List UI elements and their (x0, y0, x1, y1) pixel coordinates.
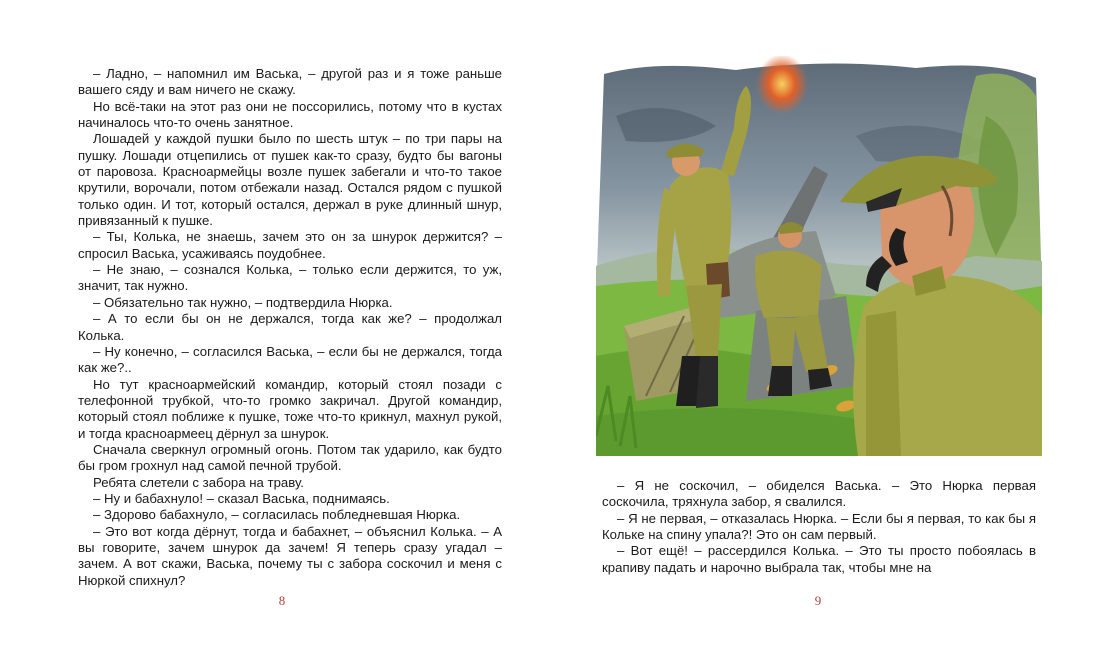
paragraph: – Не знаю, – сознался Колька, – только если держится, то уж, значит, так нужно. (78, 262, 502, 294)
paragraph: – Ну конечно, – согласился Васька, – если бы не держался, тогда как же?.. (78, 343, 502, 376)
page-number: 9 (814, 593, 822, 608)
artillery-scene-illustration (596, 56, 1042, 456)
paragraph: – Ты, Колька, не знаешь, зачем это он за шнурок держится? – спросил Васька, усаживаясь поудобнее. (78, 229, 502, 261)
paragraph: – Обязательно так нужно, – подтвердила Нюрка. (93, 294, 393, 310)
right-page-text (602, 478, 1036, 576)
paragraph: – Здорово бабахнуло, – согласилась побледневшая Нюрка. (93, 507, 461, 523)
illustration (596, 56, 1042, 456)
paragraph: Лошадей у каждой пушки было по шесть штук – по три пары на пушку. Лошади отцепились от пушек как-то сразу, будто бы вагоны от паровоза. Красноармейцы возле пушек забегали и что-то такое крутили, ворочали, потом отбежали назад. Остался рядом с пушкой только один. И тот, который остался, держал в руке длинный шнур, привязанный к пушке. (78, 131, 502, 229)
paragraph: – Ладно, – напомнил им Васька, – другой раз и я тоже раньше вашего сяду и вам ничего не скажу. (78, 66, 502, 98)
paragraph: Сначала сверкнул огромный огонь. Потом так ударило, как будто бы гром грохнул над самой печной трубой. (78, 441, 502, 474)
left-page-text (78, 66, 502, 589)
paragraph: – Я не соскочил, – обиделся Васька. – Это Нюрка первая соскочила, тряхнула забор, я свалился. (602, 478, 1036, 510)
paragraph: Но тут красноармейский командир, который стоял позади с телефонной трубкой, что-то громко закричал. Другой командир, который стоял поближе к пушке, тоже что-то крикнул, махнул рукой, и тогда красноармеец дёрнул за шнурок. (78, 376, 502, 441)
paragraph: Ребята слетели с забора на траву. (93, 474, 304, 490)
paragraph: – Ну и бабахнуло! – сказал Васька, поднимаясь. (93, 490, 390, 506)
paragraph: – Вот ещё! – рассердился Колька. – Это ты просто побоялась в крапиву падать и нарочно выбрала так, чтобы мне на (602, 543, 1036, 575)
paragraph: – А то если бы он не держался, тогда как же? – продолжал Колька. (78, 311, 502, 343)
paragraph: – Это вот когда дёрнут, тогда и бабахнет, – объяснил Колька. – А вы говорите, зачем шнурок да зачем! Я теперь сразу угадал – зачем. А вот скажи, Васька, почему ты с забора соскочил и меня с Нюркой спихнул? (78, 523, 502, 588)
paragraph: – Я не первая, – отказалась Нюрка. – Если бы я первая, то как бы я Кольке на спину упала?! Это он сам первый. (602, 510, 1036, 543)
page-number: 8 (278, 593, 286, 608)
paragraph: Но всё-таки на этот раз они не поссорились, потому что в кустах начиналось что-то очень занятное. (78, 98, 502, 131)
